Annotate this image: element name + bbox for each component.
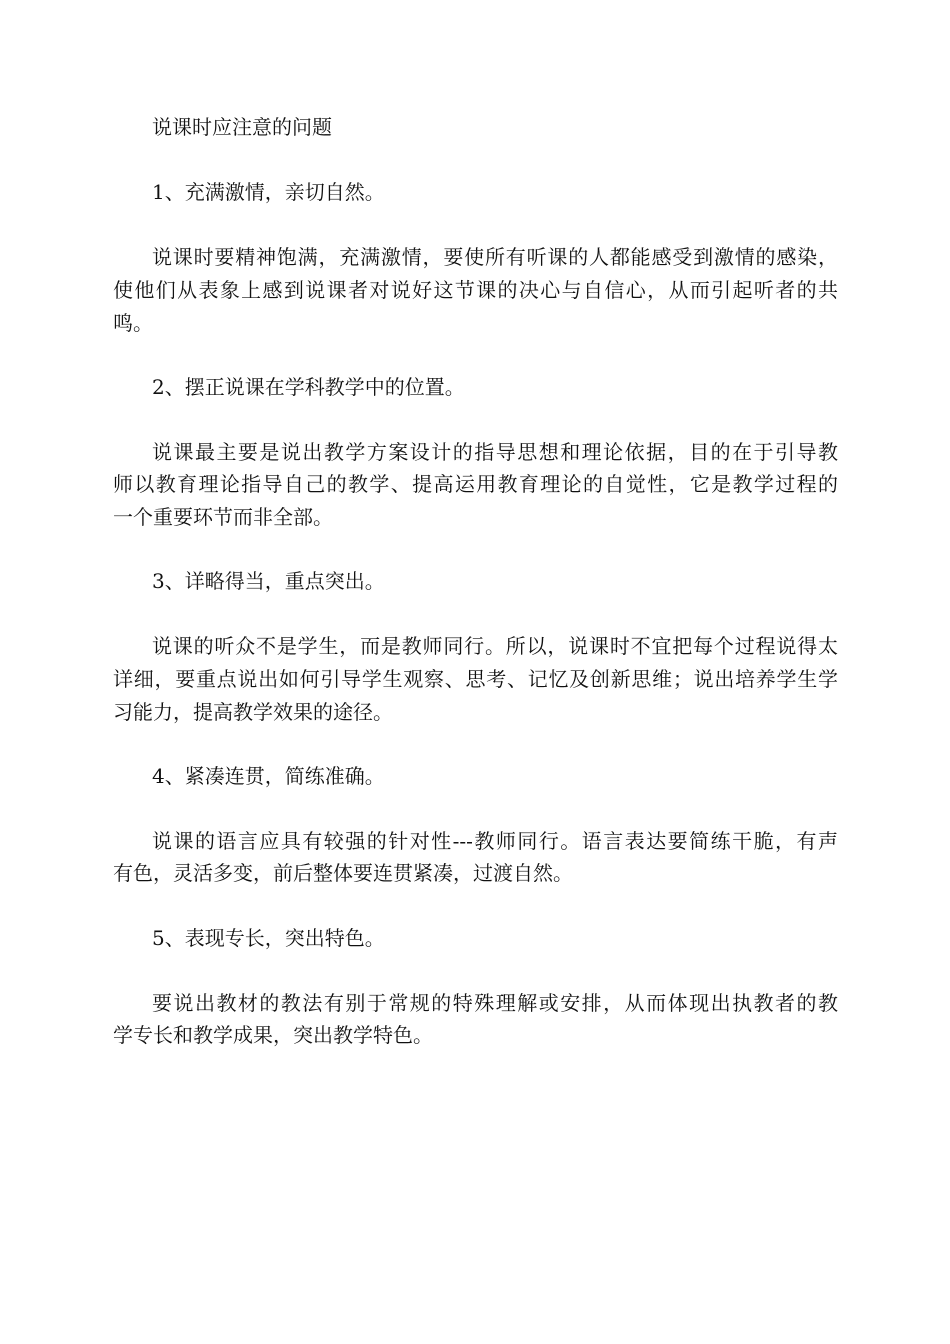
paragraph-line: 学专长和教学成果，突出教学特色。 <box>113 1023 433 1047</box>
paragraph-line: 说课时要精神饱满，充满激情，要使所有听课的人都能感受到激情的感染， <box>152 245 838 269</box>
paragraph-line: 说课最主要是说出教学方案设计的指导思想和理论依据，目的在于引导教 <box>152 440 838 464</box>
paragraph-line: 要说出教材的教法有别于常规的特殊理解或安排，从而体现出执教者的教 <box>152 991 838 1015</box>
section-heading: 5、表现专长，突出特色。 <box>152 926 385 950</box>
paragraph-line: 说课的听众不是学生，而是教师同行。所以，说课时不宜把每个过程说得太 <box>152 634 838 658</box>
paragraph-line: 习能力，提高教学效果的途径。 <box>113 700 393 724</box>
paragraph-line: 详细，要重点说出如何引导学生观察、思考、记忆及创新思维；说出培养学生学 <box>113 667 838 691</box>
section-heading: 2、摆正说课在学科教学中的位置。 <box>152 375 465 399</box>
paragraph-line: 一个重要环节而非全部。 <box>113 505 333 529</box>
paragraph-line: 说课的语言应具有较强的针对性---教师同行。语言表达要简练干脆，有声 <box>152 829 838 853</box>
paragraph-line: 有色，灵活多变，前后整体要连贯紧凑，过渡自然。 <box>113 861 573 885</box>
section-heading: 4、紧凑连贯，简练准确。 <box>152 764 385 788</box>
paragraph-line: 鸣。 <box>113 311 153 335</box>
section-heading: 1、充满激情，亲切自然。 <box>152 180 385 204</box>
page-title: 说课时应注意的问题 <box>152 115 332 139</box>
section-heading: 3、详略得当，重点突出。 <box>152 569 385 593</box>
paragraph-line: 师以教育理论指导自己的教学、提高运用教育理论的自觉性，它是教学过程的 <box>113 472 838 496</box>
paragraph-line: 使他们从表象上感到说课者对说好这节课的决心与自信心，从而引起听者的共 <box>113 278 838 302</box>
